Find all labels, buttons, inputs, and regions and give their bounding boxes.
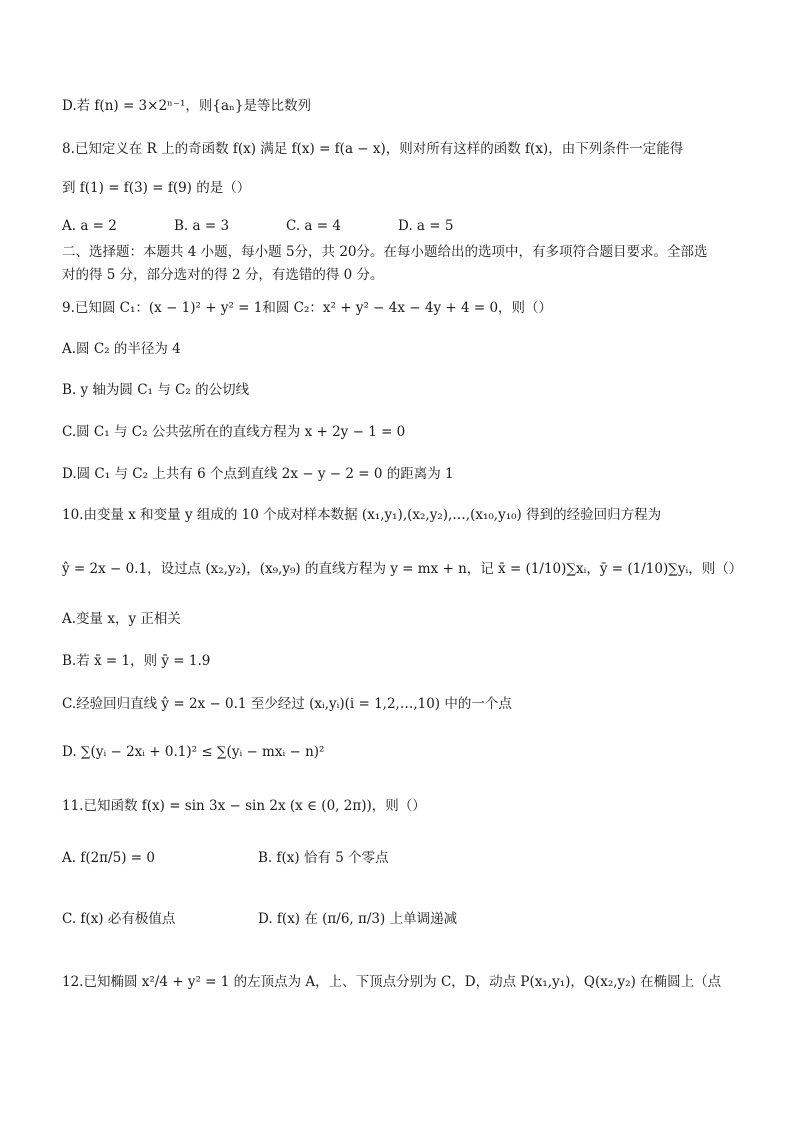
q10-option-d: D. ∑(yᵢ − 2xᵢ + 0.1)² ≤ ∑(yᵢ − mxᵢ − n)² <box>62 744 325 760</box>
q8-option-d: D. a = 5 <box>398 218 454 234</box>
q9-stem: 9.已知圆 C₁：(x − 1)² + y² = 1和圆 C₂：x² + y² − 4x − 4y + 4 = 0，则（） <box>62 300 553 316</box>
q9-option-d: D.圆 C₁ 与 C₂ 上共有 6 个点到直线 2x − y − 2 = 0 的距离为 1 <box>62 466 454 482</box>
q8-option-a: A. a = 2 <box>62 218 117 234</box>
q10-stem-line2: ŷ = 2x − 0.1，设过点 (x₂,y₂)，(x₉,y₉) 的直线方程为 y = mx + n，记 x̄ = (1/10)∑xᵢ，ȳ = (1/10)∑yᵢ，则（） <box>62 561 743 577</box>
q7-option-d: D.若 f(n) = 3×2ⁿ⁻¹，则{aₙ}是等比数列 <box>62 98 311 114</box>
q11-option-a: A. f(2π/5) = 0 <box>62 850 155 866</box>
q11-option-d: D. f(x) 在 (π/6, π/3) 上单调递减 <box>258 911 458 927</box>
q9-option-a: A.圆 C₂ 的半径为 4 <box>62 341 181 357</box>
q9-option-b: B. y 轴为圆 C₁ 与 C₂ 的公切线 <box>62 382 250 398</box>
q10-option-b: B.若 x̄ = 1，则 ȳ = 1.9 <box>62 653 211 669</box>
q8-stem-line2: 到 f(1) = f(3) = f(9) 的是（） <box>62 180 251 196</box>
section-2-heading-line2: 对的得 5 分，部分选对的得 2 分，有选错的得 0 分。 <box>62 267 384 283</box>
q11-stem: 11.已知函数 f(x) = sin 3x − sin 2x (x ∈ (0, 2π))，则（） <box>62 798 426 814</box>
q8-stem-line1: 8.已知定义在 R 上的奇函数 f(x) 满足 f(x) = f(a − x)，则对所有这样的函数 f(x)，由下列条件一定能得 <box>62 141 684 157</box>
q8-option-c: C. a = 4 <box>286 218 341 234</box>
section-2-heading-line1: 二、选择题：本题共 4 小题，每小题 5分，共 20分。在每小题给出的选项中，有多项符合题目要求。全部选 <box>62 244 708 260</box>
q10-option-c: C.经验回归直线 ŷ = 2x − 0.1 至少经过 (xᵢ,yᵢ)(i = 1,2,…,10) 中的一个点 <box>62 696 512 712</box>
q9-option-c: C.圆 C₁ 与 C₂ 公共弦所在的直线方程为 x + 2y − 1 = 0 <box>62 424 406 440</box>
q10-option-a: A.变量 x，y 正相关 <box>62 611 181 627</box>
q10-stem-line1: 10.由变量 x 和变量 y 组成的 10 个成对样本数据 (x₁,y₁),(x₂,y₂),…,(x₁₀,y₁₀) 得到的经验回归方程为 <box>62 507 662 523</box>
q11-option-c: C. f(x) 必有极值点 <box>62 911 176 927</box>
q11-option-b: B. f(x) 恰有 5 个零点 <box>258 850 389 866</box>
q12-stem: 12.已知椭圆 x²/4 + y² = 1 的左顶点为 A，上、下顶点分别为 C，D，动点 P(x₁,y₁)，Q(x₂,y₂) 在椭圆上（点 <box>62 974 722 990</box>
q8-option-b: B. a = 3 <box>174 218 230 234</box>
